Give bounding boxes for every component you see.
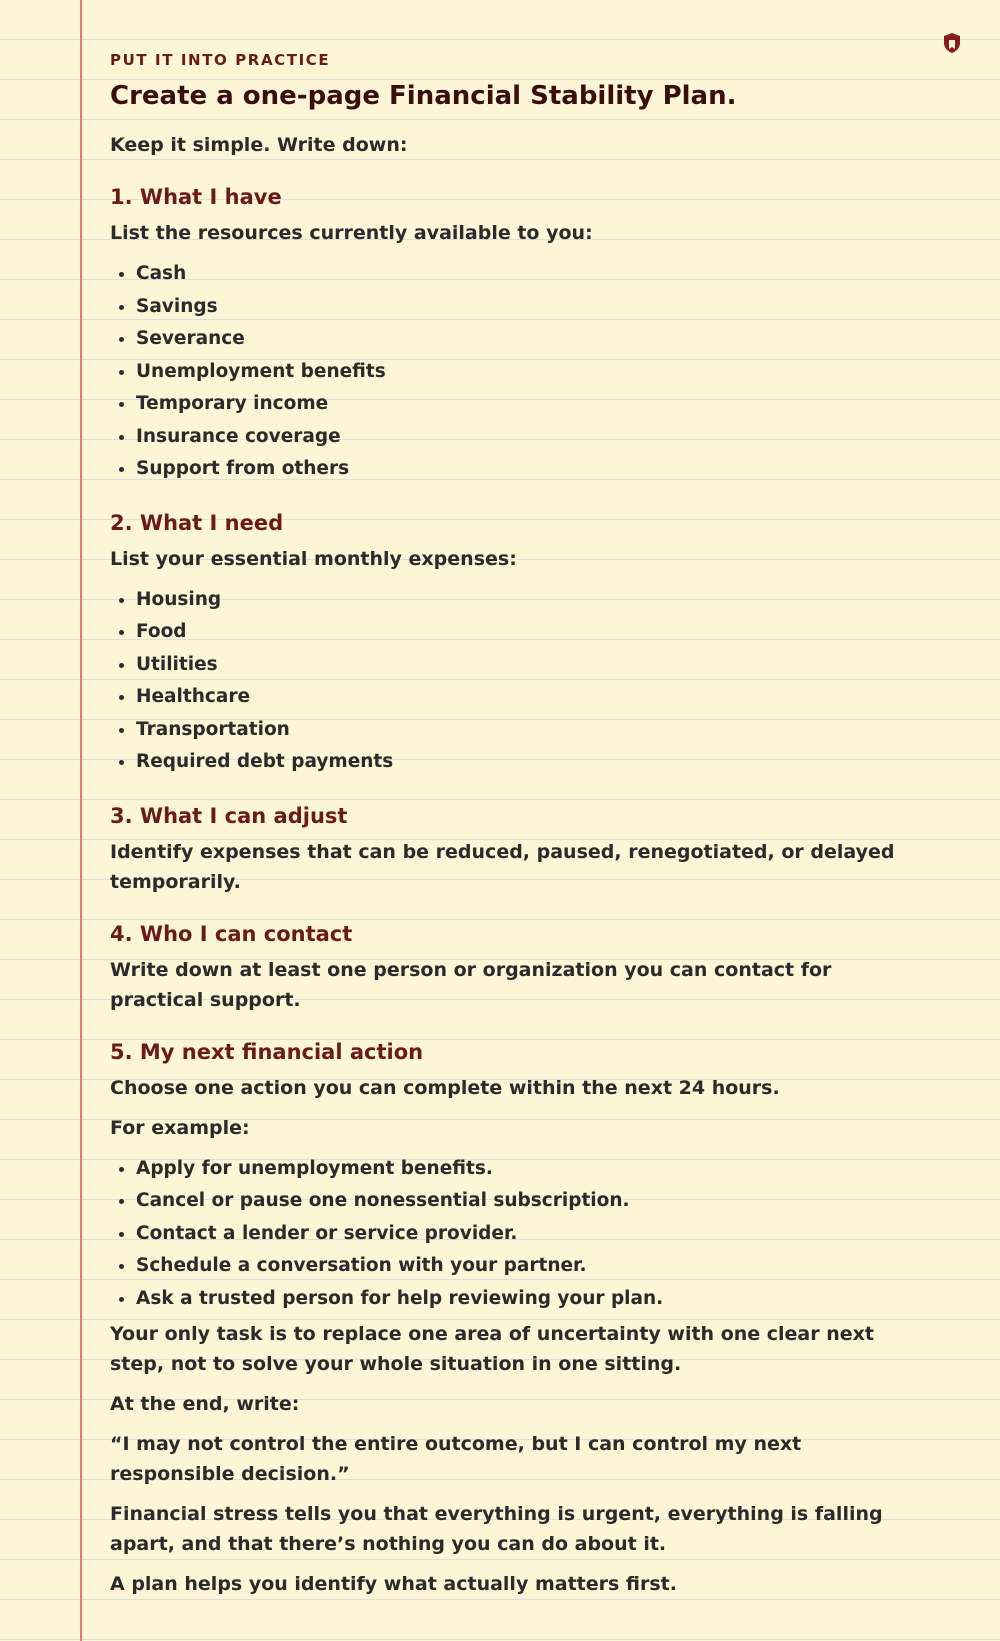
list-item: • Schedule a conversation with your partner. <box>136 1250 930 1283</box>
list-item: • Utilities <box>136 649 930 682</box>
example-label: For example: <box>110 1116 250 1139</box>
list-item: • Ask a trusted person for help reviewing your plan. <box>136 1283 930 1316</box>
expenses-list <box>110 584 930 779</box>
section-heading-what-i-can-adjust: 3. What I can adjust <box>110 803 348 828</box>
intro-text: Keep it simple. Write down: <box>110 134 408 156</box>
shield-icon <box>942 32 962 54</box>
list-item: • Healthcare <box>136 681 930 714</box>
closing-stress-text: Financial stress tells you that everything is urgent, everything is falling apart, and that there’s nothing you can do about it. <box>110 1503 883 1555</box>
closing-prompt-text: At the end, write: <box>110 1393 300 1415</box>
list-item: • Savings <box>136 291 930 324</box>
list-item: • Housing <box>136 584 930 617</box>
section-text-what-i-have: List the resources currently available to you: <box>110 222 593 244</box>
plan-document <box>110 48 930 1609</box>
list-item: • Cash <box>136 258 930 291</box>
section-text-what-i-need: List your essential monthly expenses: <box>110 547 517 570</box>
list-item: • Temporary income <box>136 388 930 421</box>
section-heading-what-i-need: 2. What I need <box>110 510 284 535</box>
section-heading-who-i-can-contact: 4. Who I can contact <box>110 921 353 946</box>
list-item: • Cancel or pause one nonessential subscription. <box>136 1185 930 1218</box>
list-item: • Transportation <box>136 714 930 747</box>
section-text-what-i-can-adjust: Identify expenses that can be reduced, paused, renegotiated, or delayed temporarily. <box>110 840 895 893</box>
list-item: • Apply for unemployment benefits. <box>136 1153 930 1186</box>
closing-quote: “I may not control the entire outcome, but I can control my next responsible decision.” <box>110 1433 802 1485</box>
list-item: • Contact a lender or service provider. <box>136 1218 930 1251</box>
list-item: • Severance <box>136 323 930 356</box>
section-text-next-action: Choose one action you can complete within the next 24 hours. <box>110 1076 780 1099</box>
list-item: • Support from others <box>136 453 930 486</box>
closing-final-text: A plan helps you identify what actually matters first. <box>110 1573 677 1595</box>
list-item: • Required debt payments <box>136 746 930 779</box>
list-item: • Insurance coverage <box>136 421 930 454</box>
section-text-who-i-can-contact: Write down at least one person or organization you can contact for practical support. <box>110 958 832 1011</box>
actions-list <box>110 1153 930 1316</box>
notebook-margin-line <box>80 0 82 1641</box>
closing-task-text: Your only task is to replace one area of uncertainty with one clear next step, not to solve your whole situation in one sitting. <box>110 1323 874 1375</box>
resources-list <box>110 258 930 486</box>
list-item: • Food <box>136 616 930 649</box>
page-title: Create a one-page Financial Stability Plan. <box>110 81 737 111</box>
section-heading-what-i-have: 1. What I have <box>110 185 282 209</box>
list-item: • Unemployment benefits <box>136 356 930 389</box>
section-heading-next-action: 5. My next financial action <box>110 1039 424 1064</box>
section-kicker: PUT IT INTO PRACTICE <box>110 51 331 69</box>
